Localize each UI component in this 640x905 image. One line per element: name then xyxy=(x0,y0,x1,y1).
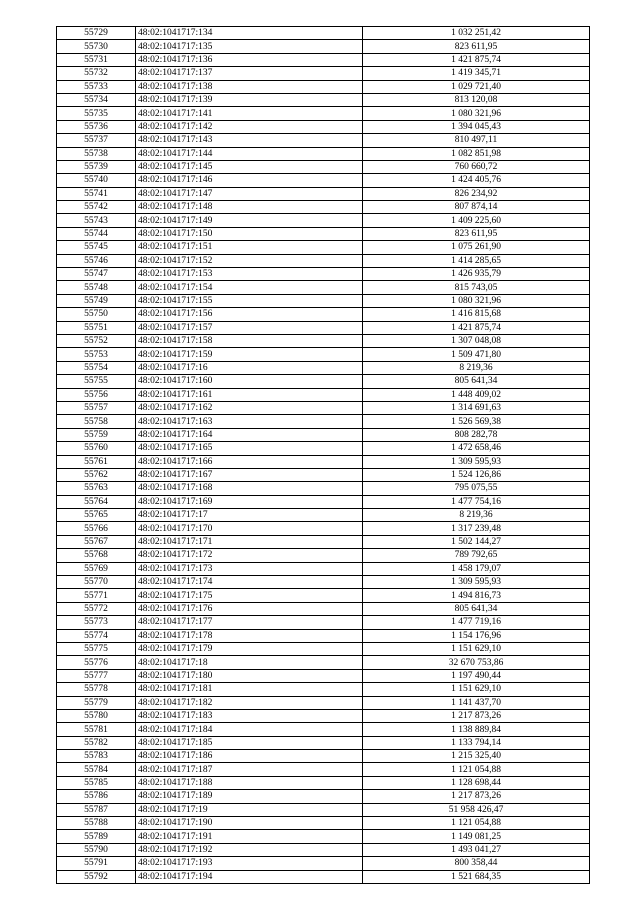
row-number-cell: 55743 xyxy=(57,214,136,227)
row-number-cell: 55759 xyxy=(57,428,136,441)
cadastral-number-cell: 48:02:1041717:185 xyxy=(136,736,363,749)
cadastral-value-cell: 1 394 045,43 xyxy=(363,120,590,133)
cadastral-number-cell: 48:02:1041717:134 xyxy=(136,27,363,40)
table-row xyxy=(57,683,590,696)
cadastral-value-cell: 1 458 179,07 xyxy=(363,562,590,575)
cadastral-value-cell: 1 141 437,70 xyxy=(363,696,590,709)
table-row xyxy=(57,830,590,843)
row-number-cell: 55768 xyxy=(57,549,136,562)
cadastral-number-cell: 48:02:1041717:177 xyxy=(136,616,363,629)
row-number-cell: 55781 xyxy=(57,723,136,736)
cadastral-value-cell: 1 032 251,42 xyxy=(363,27,590,40)
cadastral-number-cell: 48:02:1041717:165 xyxy=(136,442,363,455)
row-number-cell: 55776 xyxy=(57,656,136,669)
cadastral-number-cell: 48:02:1041717:153 xyxy=(136,268,363,281)
row-number-cell: 55744 xyxy=(57,227,136,240)
cadastral-number-cell: 48:02:1041717:174 xyxy=(136,576,363,589)
cadastral-number-cell: 48:02:1041717:170 xyxy=(136,522,363,535)
row-number-cell: 55788 xyxy=(57,817,136,830)
row-number-cell: 55750 xyxy=(57,308,136,321)
table-row xyxy=(57,120,590,133)
cadastral-number-cell: 48:02:1041717:147 xyxy=(136,187,363,200)
table-row xyxy=(57,361,590,374)
cadastral-number-cell: 48:02:1041717:194 xyxy=(136,870,363,883)
row-number-cell: 55773 xyxy=(57,616,136,629)
cadastral-number-cell: 48:02:1041717:173 xyxy=(136,562,363,575)
cadastral-number-cell: 48:02:1041717:179 xyxy=(136,642,363,655)
row-number-cell: 55779 xyxy=(57,696,136,709)
cadastral-number-cell: 48:02:1041717:188 xyxy=(136,776,363,789)
table-row xyxy=(57,455,590,468)
table-row xyxy=(57,67,590,80)
row-number-cell: 55747 xyxy=(57,268,136,281)
row-number-cell: 55732 xyxy=(57,67,136,80)
cadastral-value-cell: 1 128 698,44 xyxy=(363,776,590,789)
table-row xyxy=(57,669,590,682)
cadastral-number-cell: 48:02:1041717:180 xyxy=(136,669,363,682)
table-row xyxy=(57,348,590,361)
cadastral-value-cell: 8 219,36 xyxy=(363,509,590,522)
table-row xyxy=(57,268,590,281)
table-row xyxy=(57,589,590,602)
row-number-cell: 55760 xyxy=(57,442,136,455)
row-number-cell: 55729 xyxy=(57,27,136,40)
cadastral-number-cell: 48:02:1041717:150 xyxy=(136,227,363,240)
cadastral-number-cell: 48:02:1041717:145 xyxy=(136,160,363,173)
row-number-cell: 55736 xyxy=(57,120,136,133)
row-number-cell: 55771 xyxy=(57,589,136,602)
row-number-cell: 55790 xyxy=(57,843,136,856)
table-row xyxy=(57,495,590,508)
table-row xyxy=(57,147,590,160)
row-number-cell: 55780 xyxy=(57,709,136,722)
cadastral-value-cell: 823 611,95 xyxy=(363,40,590,53)
cadastral-value-cell: 1 419 345,71 xyxy=(363,67,590,80)
row-number-cell: 55738 xyxy=(57,147,136,160)
cadastral-number-cell: 48:02:1041717:164 xyxy=(136,428,363,441)
row-number-cell: 55789 xyxy=(57,830,136,843)
table-row xyxy=(57,616,590,629)
cadastral-value-cell: 808 282,78 xyxy=(363,428,590,441)
table-row xyxy=(57,803,590,816)
row-number-cell: 55778 xyxy=(57,683,136,696)
cadastral-number-cell: 48:02:1041717:136 xyxy=(136,53,363,66)
table-row xyxy=(57,629,590,642)
cadastral-number-cell: 48:02:1041717:146 xyxy=(136,174,363,187)
row-number-cell: 55753 xyxy=(57,348,136,361)
cadastral-number-cell: 48:02:1041717:189 xyxy=(136,790,363,803)
row-number-cell: 55765 xyxy=(57,509,136,522)
row-number-cell: 55782 xyxy=(57,736,136,749)
row-number-cell: 55741 xyxy=(57,187,136,200)
row-number-cell: 55784 xyxy=(57,763,136,776)
row-number-cell: 55774 xyxy=(57,629,136,642)
cadastral-number-cell: 48:02:1041717:152 xyxy=(136,254,363,267)
table-row xyxy=(57,40,590,53)
row-number-cell: 55731 xyxy=(57,53,136,66)
row-number-cell: 55763 xyxy=(57,482,136,495)
row-number-cell: 55772 xyxy=(57,602,136,615)
cadastral-value-cell: 1 521 684,35 xyxy=(363,870,590,883)
cadastral-number-cell: 48:02:1041717:176 xyxy=(136,602,363,615)
cadastral-number-cell: 48:02:1041717:157 xyxy=(136,321,363,334)
table-row xyxy=(57,535,590,548)
cadastral-number-cell: 48:02:1041717:163 xyxy=(136,415,363,428)
row-number-cell: 55762 xyxy=(57,468,136,481)
table-row xyxy=(57,401,590,414)
cadastral-value-table xyxy=(56,26,590,884)
table-row xyxy=(57,870,590,883)
cadastral-value-cell: 1 424 405,76 xyxy=(363,174,590,187)
cadastral-number-cell: 48:02:1041717:159 xyxy=(136,348,363,361)
table-row xyxy=(57,201,590,214)
table-row xyxy=(57,27,590,40)
table-row xyxy=(57,602,590,615)
row-number-cell: 55792 xyxy=(57,870,136,883)
cadastral-value-cell: 1 133 794,14 xyxy=(363,736,590,749)
cadastral-value-cell: 805 641,34 xyxy=(363,375,590,388)
table-row xyxy=(57,321,590,334)
cadastral-number-cell: 48:02:1041717:186 xyxy=(136,750,363,763)
cadastral-value-cell: 1 509 471,80 xyxy=(363,348,590,361)
cadastral-value-cell: 1 526 569,38 xyxy=(363,415,590,428)
cadastral-value-cell: 1 448 409,02 xyxy=(363,388,590,401)
row-number-cell: 55791 xyxy=(57,857,136,870)
cadastral-value-cell: 813 120,08 xyxy=(363,93,590,106)
cadastral-number-cell: 48:02:1041717:18 xyxy=(136,656,363,669)
cadastral-number-cell: 48:02:1041717:154 xyxy=(136,281,363,294)
cadastral-number-cell: 48:02:1041717:135 xyxy=(136,40,363,53)
row-number-cell: 55758 xyxy=(57,415,136,428)
cadastral-number-cell: 48:02:1041717:156 xyxy=(136,308,363,321)
cadastral-value-cell: 1 309 595,93 xyxy=(363,455,590,468)
table-row xyxy=(57,415,590,428)
cadastral-number-cell: 48:02:1041717:169 xyxy=(136,495,363,508)
cadastral-value-cell: 1 151 629,10 xyxy=(363,642,590,655)
cadastral-number-cell: 48:02:1041717:17 xyxy=(136,509,363,522)
cadastral-number-cell: 48:02:1041717:158 xyxy=(136,334,363,347)
table-row xyxy=(57,160,590,173)
table-row xyxy=(57,107,590,120)
cadastral-value-cell: 1 217 873,26 xyxy=(363,709,590,722)
table-row xyxy=(57,709,590,722)
cadastral-number-cell: 48:02:1041717:178 xyxy=(136,629,363,642)
cadastral-value-cell: 805 641,34 xyxy=(363,602,590,615)
table-row xyxy=(57,509,590,522)
cadastral-number-cell: 48:02:1041717:142 xyxy=(136,120,363,133)
cadastral-number-cell: 48:02:1041717:168 xyxy=(136,482,363,495)
row-number-cell: 55752 xyxy=(57,334,136,347)
cadastral-number-cell: 48:02:1041717:151 xyxy=(136,241,363,254)
table-row xyxy=(57,723,590,736)
cadastral-number-cell: 48:02:1041717:139 xyxy=(136,93,363,106)
row-number-cell: 55734 xyxy=(57,93,136,106)
cadastral-value-cell: 1 075 261,90 xyxy=(363,241,590,254)
row-number-cell: 55748 xyxy=(57,281,136,294)
table-row xyxy=(57,214,590,227)
row-number-cell: 55783 xyxy=(57,750,136,763)
row-number-cell: 55745 xyxy=(57,241,136,254)
cadastral-value-cell: 8 219,36 xyxy=(363,361,590,374)
row-number-cell: 55754 xyxy=(57,361,136,374)
cadastral-number-cell: 48:02:1041717:182 xyxy=(136,696,363,709)
cadastral-number-cell: 48:02:1041717:161 xyxy=(136,388,363,401)
cadastral-number-cell: 48:02:1041717:137 xyxy=(136,67,363,80)
table-row xyxy=(57,134,590,147)
row-number-cell: 55764 xyxy=(57,495,136,508)
cadastral-value-cell: 795 075,55 xyxy=(363,482,590,495)
cadastral-value-cell: 1 217 873,26 xyxy=(363,790,590,803)
table-row xyxy=(57,281,590,294)
table-row xyxy=(57,187,590,200)
cadastral-value-cell: 815 743,05 xyxy=(363,281,590,294)
cadastral-value-cell: 789 792,65 xyxy=(363,549,590,562)
cadastral-value-cell: 760 660,72 xyxy=(363,160,590,173)
table-row xyxy=(57,174,590,187)
cadastral-value-cell: 1 421 875,74 xyxy=(363,321,590,334)
table-row xyxy=(57,308,590,321)
cadastral-value-cell: 1 472 658,46 xyxy=(363,442,590,455)
cadastral-value-cell: 1 409 225,60 xyxy=(363,214,590,227)
cadastral-number-cell: 48:02:1041717:141 xyxy=(136,107,363,120)
row-number-cell: 55769 xyxy=(57,562,136,575)
table-row xyxy=(57,482,590,495)
cadastral-value-cell: 1 494 816,73 xyxy=(363,589,590,602)
row-number-cell: 55737 xyxy=(57,134,136,147)
row-number-cell: 55761 xyxy=(57,455,136,468)
row-number-cell: 55740 xyxy=(57,174,136,187)
row-number-cell: 55733 xyxy=(57,80,136,93)
cadastral-value-cell: 1 421 875,74 xyxy=(363,53,590,66)
table-row xyxy=(57,468,590,481)
table-row xyxy=(57,750,590,763)
row-number-cell: 55751 xyxy=(57,321,136,334)
cadastral-value-cell: 1 029 721,40 xyxy=(363,80,590,93)
cadastral-value-cell: 1 149 081,25 xyxy=(363,830,590,843)
cadastral-value-cell: 1 309 595,93 xyxy=(363,576,590,589)
cadastral-value-cell: 1 151 629,10 xyxy=(363,683,590,696)
table-body xyxy=(57,27,590,884)
table-row xyxy=(57,843,590,856)
table-row xyxy=(57,80,590,93)
cadastral-value-cell: 1 502 144,27 xyxy=(363,535,590,548)
table-row xyxy=(57,522,590,535)
cadastral-number-cell: 48:02:1041717:160 xyxy=(136,375,363,388)
cadastral-number-cell: 48:02:1041717:181 xyxy=(136,683,363,696)
cadastral-value-cell: 1 080 321,96 xyxy=(363,294,590,307)
cadastral-value-cell: 1 477 754,16 xyxy=(363,495,590,508)
row-number-cell: 55757 xyxy=(57,401,136,414)
cadastral-value-cell: 1 121 054,88 xyxy=(363,763,590,776)
cadastral-number-cell: 48:02:1041717:167 xyxy=(136,468,363,481)
cadastral-value-cell: 1 414 285,65 xyxy=(363,254,590,267)
cadastral-value-cell: 1 317 239,48 xyxy=(363,522,590,535)
cadastral-number-cell: 48:02:1041717:155 xyxy=(136,294,363,307)
cadastral-number-cell: 48:02:1041717:191 xyxy=(136,830,363,843)
cadastral-number-cell: 48:02:1041717:148 xyxy=(136,201,363,214)
cadastral-value-cell: 1 493 041,27 xyxy=(363,843,590,856)
table-row xyxy=(57,334,590,347)
table-row xyxy=(57,763,590,776)
table-row xyxy=(57,736,590,749)
cadastral-value-cell: 1 138 889,84 xyxy=(363,723,590,736)
cadastral-number-cell: 48:02:1041717:149 xyxy=(136,214,363,227)
cadastral-value-cell: 1 215 325,40 xyxy=(363,750,590,763)
cadastral-value-cell: 1 524 126,86 xyxy=(363,468,590,481)
cadastral-number-cell: 48:02:1041717:16 xyxy=(136,361,363,374)
table-row xyxy=(57,93,590,106)
table-row xyxy=(57,576,590,589)
table-row xyxy=(57,696,590,709)
row-number-cell: 55775 xyxy=(57,642,136,655)
row-number-cell: 55755 xyxy=(57,375,136,388)
cadastral-value-cell: 1 314 691,63 xyxy=(363,401,590,414)
cadastral-number-cell: 48:02:1041717:183 xyxy=(136,709,363,722)
cadastral-value-cell: 826 234,92 xyxy=(363,187,590,200)
row-number-cell: 55742 xyxy=(57,201,136,214)
cadastral-value-cell: 800 358,44 xyxy=(363,857,590,870)
cadastral-number-cell: 48:02:1041717:171 xyxy=(136,535,363,548)
row-number-cell: 55770 xyxy=(57,576,136,589)
row-number-cell: 55746 xyxy=(57,254,136,267)
table-row xyxy=(57,428,590,441)
table-row xyxy=(57,442,590,455)
cadastral-value-cell: 51 958 426,47 xyxy=(363,803,590,816)
table-row xyxy=(57,549,590,562)
row-number-cell: 55749 xyxy=(57,294,136,307)
table-row xyxy=(57,817,590,830)
table-row xyxy=(57,388,590,401)
table-row xyxy=(57,53,590,66)
row-number-cell: 55730 xyxy=(57,40,136,53)
table-row xyxy=(57,642,590,655)
cadastral-value-cell: 1 154 176,96 xyxy=(363,629,590,642)
cadastral-value-cell: 1 121 054,88 xyxy=(363,817,590,830)
cadastral-value-cell: 1 082 851,98 xyxy=(363,147,590,160)
cadastral-number-cell: 48:02:1041717:162 xyxy=(136,401,363,414)
row-number-cell: 55777 xyxy=(57,669,136,682)
cadastral-number-cell: 48:02:1041717:187 xyxy=(136,763,363,776)
cadastral-value-cell: 1 426 935,79 xyxy=(363,268,590,281)
cadastral-value-cell: 1 080 321,96 xyxy=(363,107,590,120)
table-row xyxy=(57,294,590,307)
row-number-cell: 55786 xyxy=(57,790,136,803)
cadastral-value-cell: 1 197 490,44 xyxy=(363,669,590,682)
cadastral-number-cell: 48:02:1041717:138 xyxy=(136,80,363,93)
cadastral-number-cell: 48:02:1041717:166 xyxy=(136,455,363,468)
table-row xyxy=(57,656,590,669)
table-row xyxy=(57,776,590,789)
table-row xyxy=(57,562,590,575)
cadastral-number-cell: 48:02:1041717:192 xyxy=(136,843,363,856)
cadastral-value-cell: 810 497,11 xyxy=(363,134,590,147)
cadastral-number-cell: 48:02:1041717:190 xyxy=(136,817,363,830)
table-row xyxy=(57,375,590,388)
cadastral-number-cell: 48:02:1041717:143 xyxy=(136,134,363,147)
row-number-cell: 55739 xyxy=(57,160,136,173)
cadastral-value-cell: 32 670 753,86 xyxy=(363,656,590,669)
cadastral-value-cell: 1 307 048,08 xyxy=(363,334,590,347)
cadastral-value-cell: 1 416 815,68 xyxy=(363,308,590,321)
table-row xyxy=(57,241,590,254)
table-row xyxy=(57,227,590,240)
cadastral-number-cell: 48:02:1041717:19 xyxy=(136,803,363,816)
row-number-cell: 55756 xyxy=(57,388,136,401)
cadastral-number-cell: 48:02:1041717:175 xyxy=(136,589,363,602)
row-number-cell: 55767 xyxy=(57,535,136,548)
cadastral-value-cell: 823 611,95 xyxy=(363,227,590,240)
cadastral-value-cell: 1 477 719,16 xyxy=(363,616,590,629)
row-number-cell: 55766 xyxy=(57,522,136,535)
table-row xyxy=(57,790,590,803)
table-row xyxy=(57,254,590,267)
table-row xyxy=(57,857,590,870)
cadastral-number-cell: 48:02:1041717:193 xyxy=(136,857,363,870)
cadastral-number-cell: 48:02:1041717:144 xyxy=(136,147,363,160)
row-number-cell: 55787 xyxy=(57,803,136,816)
row-number-cell: 55785 xyxy=(57,776,136,789)
cadastral-value-cell: 807 874,14 xyxy=(363,201,590,214)
row-number-cell: 55735 xyxy=(57,107,136,120)
cadastral-number-cell: 48:02:1041717:184 xyxy=(136,723,363,736)
cadastral-number-cell: 48:02:1041717:172 xyxy=(136,549,363,562)
